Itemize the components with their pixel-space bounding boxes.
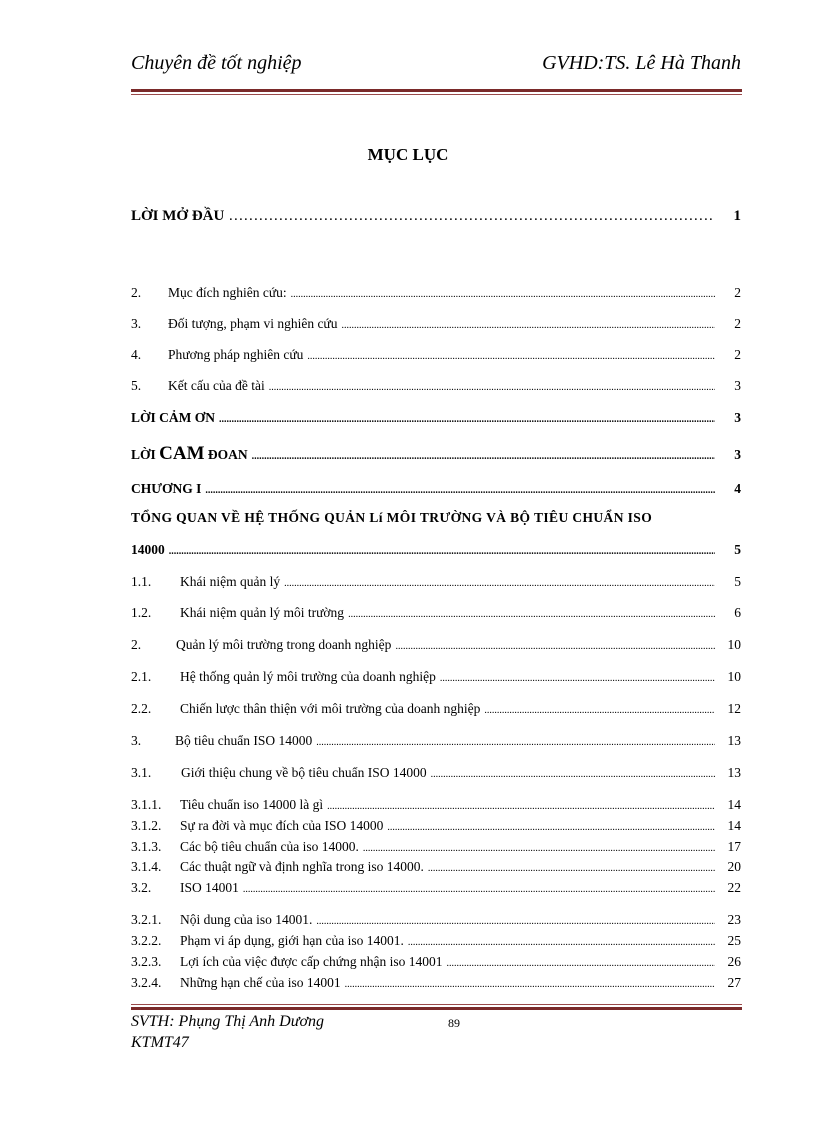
- toc-entry-page: 27: [727, 975, 741, 990]
- toc-leader: [316, 912, 715, 928]
- toc-entry-title: Giới thiệu chung về bộ tiêu chuẩn ISO 14000: [181, 765, 427, 780]
- toc-entry-number: 3.2.4.: [131, 975, 162, 990]
- toc-entry-number: 3.2.2.: [131, 933, 162, 948]
- toc-entry[interactable]: [131, 765, 741, 781]
- toc-entry-chapter-title-cont[interactable]: [131, 542, 741, 558]
- header-advisor: GVHD:TS. Lê Hà Thanh: [542, 52, 741, 74]
- toc-leader: [387, 818, 715, 834]
- toc-entry-page: 20: [727, 859, 741, 874]
- toc-entry-number: 4.: [131, 347, 142, 362]
- footer-student: SVTH: Phụng Thị Anh Dương: [131, 1013, 324, 1030]
- toc-entry-number: 1.1.: [131, 574, 152, 589]
- toc-entry-page: 23: [727, 912, 741, 927]
- toc-leader: [316, 733, 715, 749]
- toc-leader: [169, 542, 715, 558]
- toc-entry-title: Những hạn chế của iso 14001: [180, 975, 341, 990]
- toc-entry[interactable]: [131, 797, 741, 813]
- toc-leader: [228, 208, 715, 225]
- toc-entry-page: 3: [734, 410, 741, 425]
- toc-entry-page: 4: [734, 481, 741, 496]
- toc-entry-title: TỔNG QUAN VỀ HỆ THỐNG QUẢN Lí MÔI TRƯỜNG VÀ BỘ TIÊU CHUẨN ISO: [131, 510, 653, 525]
- toc-entry-title: Chiến lược thân thiện với môi trường của doanh nghiệp: [180, 701, 481, 716]
- toc-entry-title: LỜI MỞ ĐẦU: [131, 208, 225, 224]
- toc-title-part: CAM: [159, 443, 205, 464]
- toc-entry-page: 25: [727, 933, 741, 948]
- toc-entry-page: 3: [734, 378, 741, 393]
- toc-entry-page: 1: [733, 208, 741, 224]
- toc-entry[interactable]: [131, 285, 741, 301]
- toc-entry-title: Mục đích nghiên cứu:: [168, 285, 287, 300]
- toc-entry-page: 3: [734, 447, 741, 462]
- toc-leader: [269, 378, 715, 394]
- footer-rule: [131, 1007, 742, 1010]
- toc-leader: [345, 975, 715, 991]
- page-number: 89: [448, 1016, 460, 1030]
- toc-entry-intro[interactable]: [131, 208, 741, 225]
- toc-entry-number: 3.2.3.: [131, 954, 162, 969]
- footer-rule-thin: [131, 1004, 742, 1005]
- toc-entry-chapter-title[interactable]: [131, 510, 741, 526]
- toc-leader: [484, 701, 715, 717]
- toc-entry[interactable]: [131, 378, 741, 394]
- toc-entry-number: 2.2.: [131, 701, 152, 716]
- toc-entry-number: 3.2.1.: [131, 912, 162, 927]
- toc-leader: [252, 447, 715, 463]
- toc-entry-page: 22: [727, 880, 741, 895]
- toc-entry[interactable]: [131, 975, 741, 991]
- toc-entry[interactable]: [131, 880, 741, 896]
- toc-entry-title: Các thuật ngữ và định nghĩa trong iso 14000.: [180, 859, 424, 874]
- toc-entry-page: 13: [727, 765, 741, 780]
- toc-leader: [348, 605, 715, 621]
- toc-entry-number: 3.2.: [131, 880, 152, 895]
- page-title: MỤC LỤC: [367, 145, 449, 164]
- toc-entry[interactable]: [131, 859, 741, 875]
- toc-leader: [428, 859, 715, 875]
- toc-entry-title: Lợi ích của việc được cấp chứng nhận iso 14001: [180, 954, 443, 969]
- toc-leader: [291, 285, 715, 301]
- toc-entry-page: 14: [727, 818, 741, 833]
- toc-entry[interactable]: [131, 933, 741, 949]
- toc-entry-title: 14000: [131, 542, 165, 557]
- toc-entry-title: ISO 14001: [180, 880, 239, 895]
- header-thesis-title: Chuyên đề tốt nghiệp: [131, 52, 302, 74]
- toc-entry-title: LỜI CẢM ƠN: [131, 410, 215, 425]
- toc-entry-number: 2.1.: [131, 669, 152, 684]
- toc-entry-title: CHƯƠNG I: [131, 481, 202, 496]
- toc-entry-page: 14: [727, 797, 741, 812]
- toc-entry-title: Quản lý môi trường trong doanh nghiệp: [176, 637, 392, 652]
- toc-entry-title: Phạm vi áp dụng, giới hạn của iso 14001.: [180, 933, 404, 948]
- toc-leader: [408, 933, 715, 949]
- toc-entry[interactable]: [131, 839, 741, 855]
- toc-entry-title: Hệ thống quản lý môi trường của doanh nghiệp: [180, 669, 436, 684]
- toc-entry-declaration[interactable]: [131, 443, 741, 465]
- toc-leader: [446, 954, 715, 970]
- toc-entry[interactable]: [131, 669, 741, 685]
- toc-entry-page: 10: [727, 637, 741, 652]
- toc-entry-acknowledgements[interactable]: [131, 410, 741, 426]
- toc-entry[interactable]: [131, 701, 741, 717]
- toc-leader: [342, 316, 715, 332]
- header-rule-thin: [131, 94, 742, 95]
- toc-leader: [284, 574, 715, 590]
- toc-leader: [243, 880, 715, 896]
- toc-entry-number: 3.1.1.: [131, 797, 162, 812]
- toc-entry-number: 3.1.: [131, 765, 152, 780]
- toc-entry[interactable]: [131, 818, 741, 834]
- toc-entry-title: Khái niệm quản lý môi trường: [180, 605, 345, 620]
- header-rule: [131, 89, 742, 92]
- toc-entry-title: Đối tượng, phạm vi nghiên cứu: [168, 316, 338, 331]
- toc-entry-number: 3.: [131, 733, 142, 748]
- toc-entry-title: Khái niệm quản lý: [180, 574, 281, 589]
- toc-leader: [395, 637, 715, 653]
- toc-entry-title: Các bộ tiêu chuẩn của iso 14000.: [180, 839, 359, 854]
- toc-leader: [431, 765, 715, 781]
- toc-entry-page: 10: [727, 669, 741, 684]
- toc-title-part: ĐOAN: [204, 447, 248, 462]
- toc-entry-page: 12: [727, 701, 741, 716]
- toc-entry-page: 13: [727, 733, 741, 748]
- toc-leader: [363, 839, 715, 855]
- toc-entry-title: [131, 443, 248, 465]
- toc-title-part: LỜI: [131, 447, 160, 462]
- toc-entry-page: 2: [734, 347, 741, 362]
- toc-entry[interactable]: [131, 347, 741, 363]
- toc-entry-page: 2: [734, 316, 741, 331]
- toc-entry-title: Tiêu chuẩn iso 14000 là gì: [180, 797, 324, 812]
- toc-entry-number: 3.1.2.: [131, 818, 162, 833]
- toc-entry-title: Kết cấu của đề tài: [168, 378, 265, 393]
- toc-entry-page: 6: [734, 605, 741, 620]
- toc-leader: [327, 797, 715, 813]
- toc-entry-page: 5: [734, 574, 741, 589]
- toc-entry[interactable]: [131, 733, 741, 749]
- toc-entry-title: Nội dung của iso 14001.: [180, 912, 313, 927]
- toc-entry-number: 3.: [131, 316, 142, 331]
- toc-entry-number: 2.: [131, 285, 142, 300]
- toc-entry-number: 5.: [131, 378, 142, 393]
- footer-class: KTMT47: [131, 1034, 189, 1051]
- toc-entry[interactable]: [131, 912, 741, 928]
- toc-entry-page: 5: [734, 542, 741, 557]
- toc-entry-number: 3.1.3.: [131, 839, 162, 854]
- toc-entry[interactable]: [131, 637, 741, 653]
- toc-entry[interactable]: [131, 574, 741, 590]
- toc-entry-title: Sự ra đời và mục đích của ISO 14000: [180, 818, 384, 833]
- toc-entry-page: 17: [727, 839, 741, 854]
- toc-entry-number: 1.2.: [131, 605, 152, 620]
- toc-entry[interactable]: [131, 605, 741, 621]
- toc-leader: [219, 410, 715, 426]
- toc-entry[interactable]: [131, 954, 741, 970]
- toc-entry-number: 3.1.4.: [131, 859, 162, 874]
- toc-leader: [307, 347, 715, 363]
- toc-entry-page: 26: [727, 954, 741, 969]
- toc-leader: [205, 481, 715, 497]
- toc-entry[interactable]: [131, 316, 741, 332]
- toc-entry-title: Phương pháp nghiên cứu: [168, 347, 304, 362]
- toc-entry-number: 2.: [131, 637, 142, 652]
- toc-entry-title: Bộ tiêu chuẩn ISO 14000: [175, 733, 313, 748]
- toc-entry-chapter[interactable]: [131, 481, 741, 497]
- toc-leader: [440, 669, 715, 685]
- toc-entry-page: 2: [734, 285, 741, 300]
